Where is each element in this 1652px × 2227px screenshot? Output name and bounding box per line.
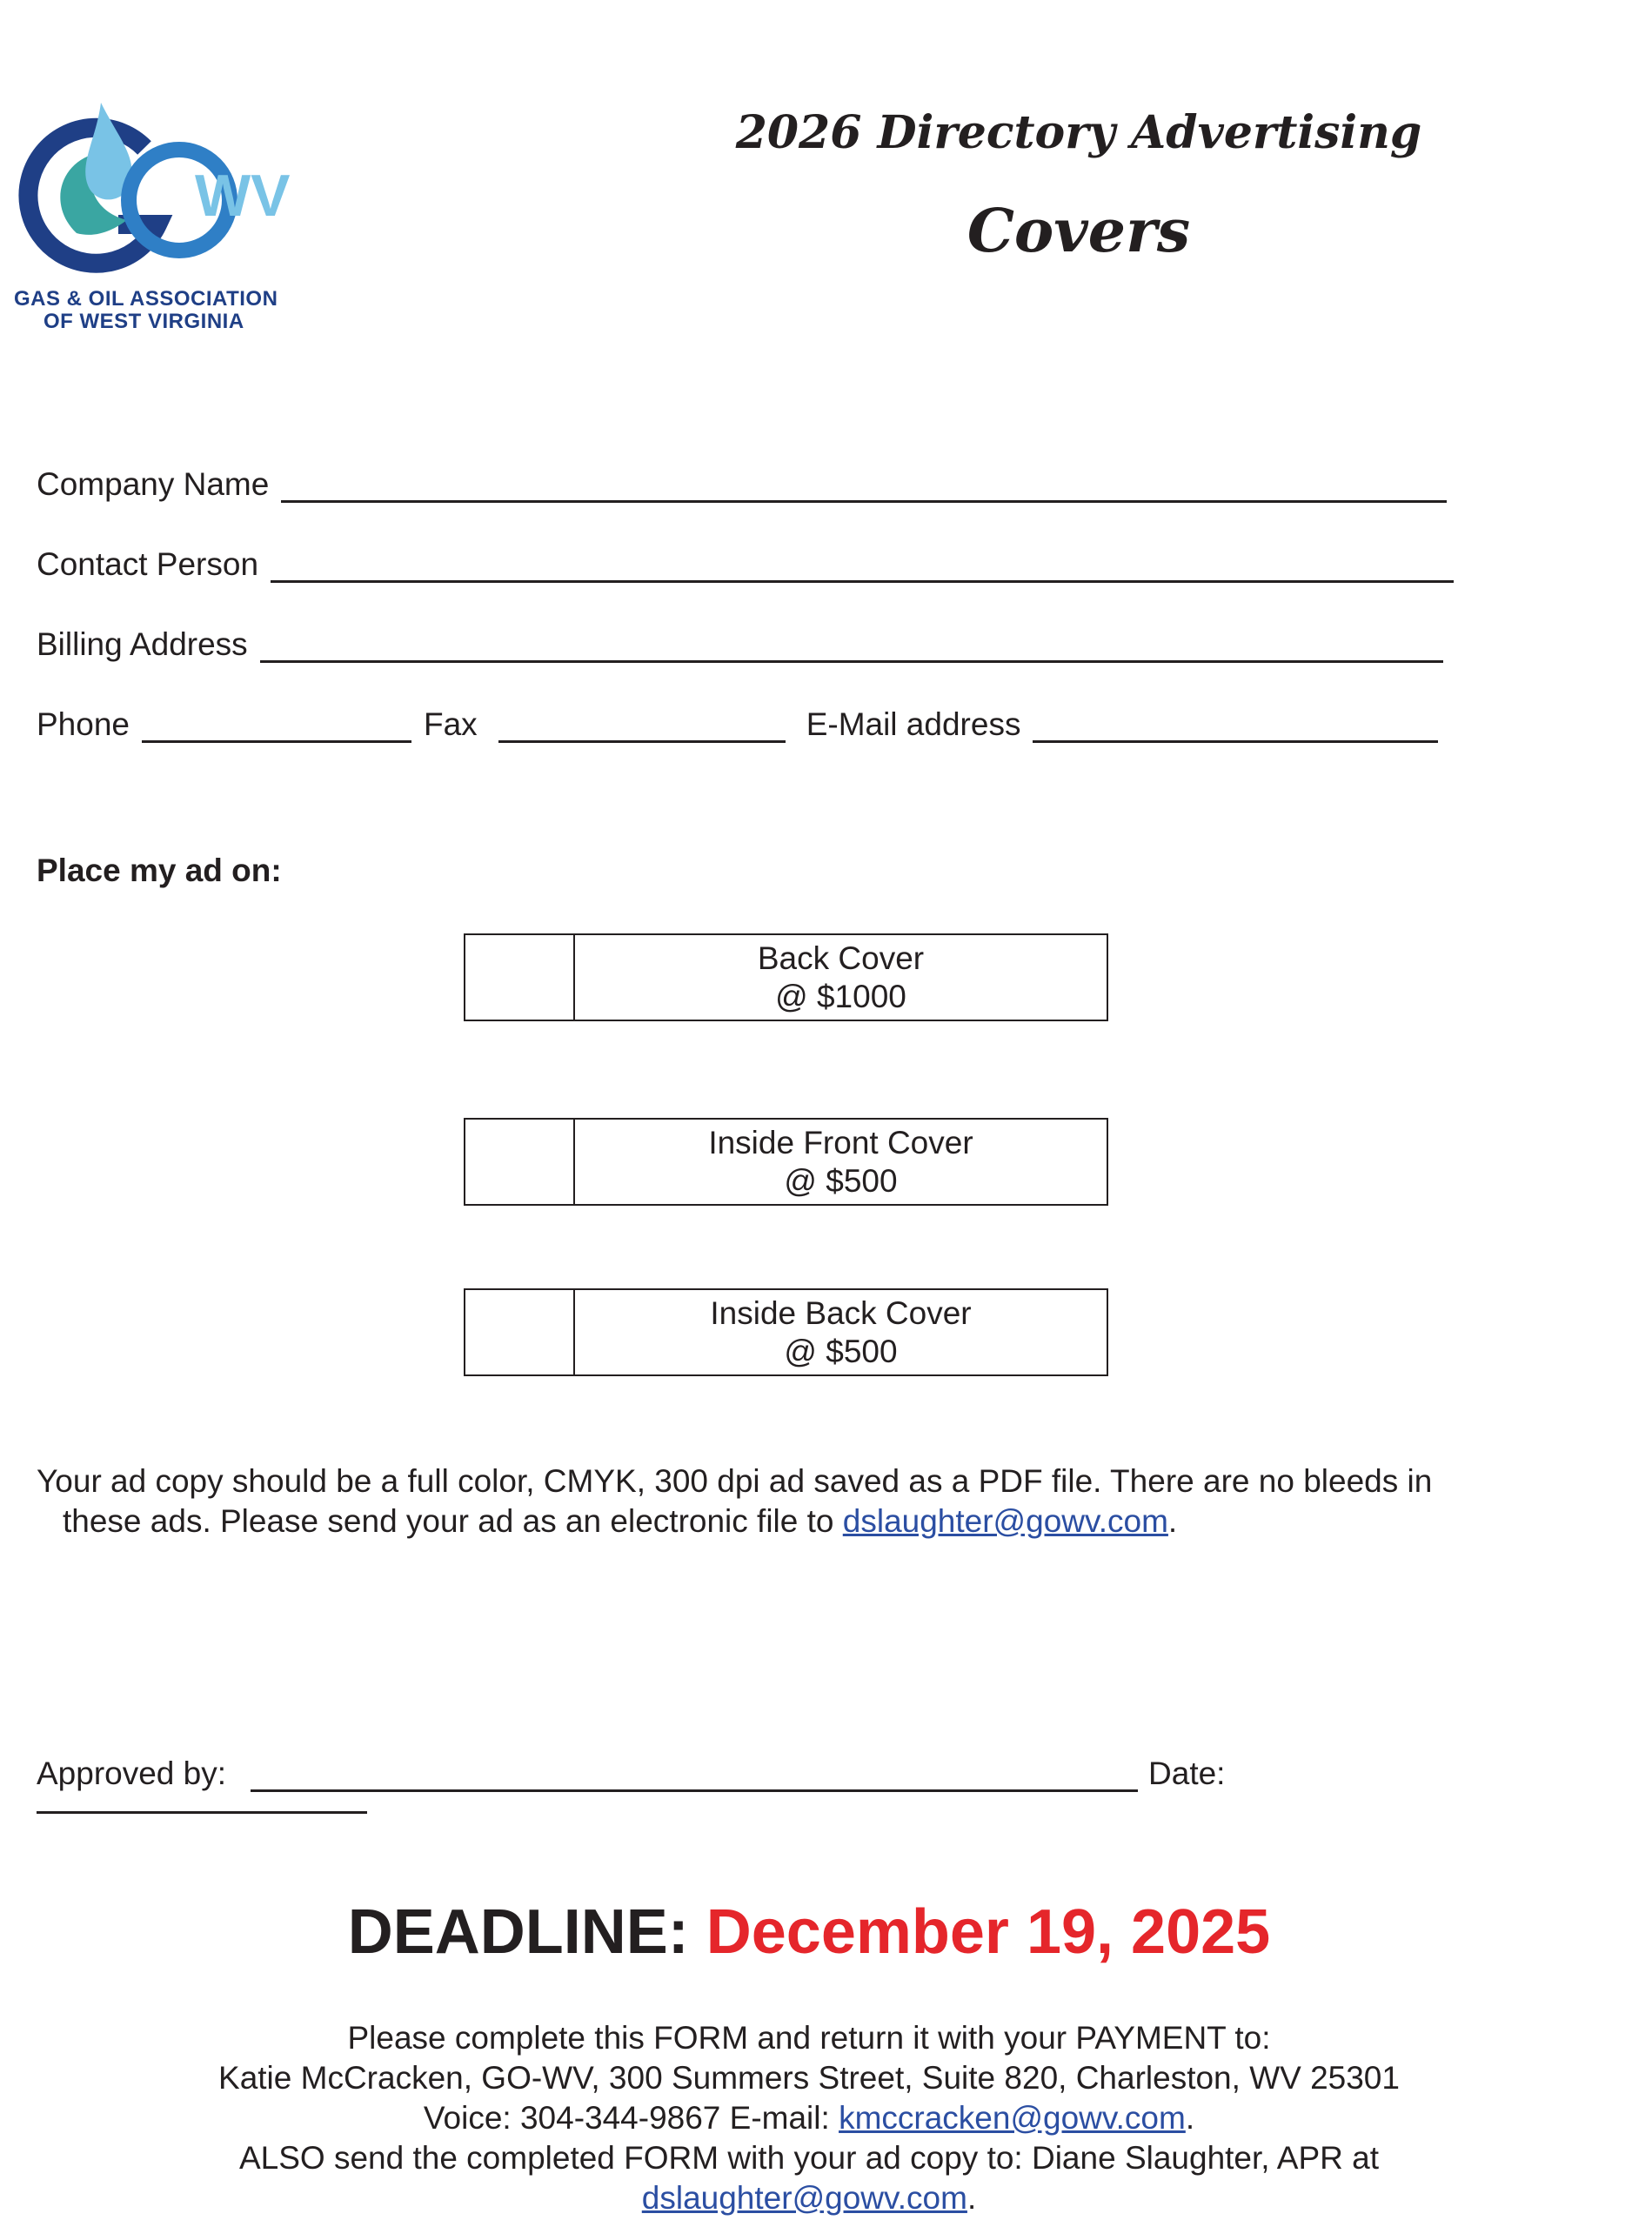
ad-copy-note [37, 1461, 1585, 1542]
go-wv-logo [14, 103, 327, 338]
date-field[interactable] [37, 1811, 367, 1814]
note-line-1: Your ad copy should be a full color, CMYK, 300 dpi ad saved as a PDF file. There are no bleeds in [37, 1463, 1433, 1499]
option-inside-back-cover [464, 1288, 1108, 1376]
phone-label: Phone [37, 706, 130, 742]
footer-line-5-suffix: . [966, 2180, 977, 2216]
option-description [575, 1120, 1107, 1204]
approved-by-field[interactable] [251, 1760, 1138, 1792]
option-name: Inside Front Cover [708, 1124, 973, 1160]
option-description [575, 935, 1107, 1020]
contact-person-row [37, 539, 1454, 583]
placement-label: Place my ad on: [37, 853, 282, 888]
inside-back-cover-checkbox[interactable] [465, 1290, 575, 1374]
billing-address-label: Billing Address [37, 626, 248, 662]
contact-person-field[interactable] [271, 551, 1454, 583]
option-description [575, 1290, 1107, 1374]
billing-address-row [37, 619, 1443, 663]
approved-by-label: Approved by: [37, 1756, 227, 1791]
back-cover-checkbox[interactable] [465, 935, 575, 1020]
dslaughter-footer-email-link[interactable]: dslaughter@gowv.com [641, 2180, 967, 2216]
note-line-2-suffix: . [1167, 1503, 1178, 1539]
contact-details-row [37, 699, 1438, 743]
company-name-row [37, 459, 1447, 503]
option-price: @ $1000 [775, 978, 906, 1014]
company-name-label: Company Name [37, 466, 270, 502]
company-name-field[interactable] [281, 471, 1447, 503]
svg-text:WV: WV [195, 163, 291, 229]
option-price: @ $500 [784, 1162, 898, 1199]
submission-instructions [0, 2018, 1618, 2218]
footer-line-4: ALSO send the completed FORM with your ad copy to: Diane Slaughter, APR at [238, 2140, 1380, 2176]
option-name: Inside Back Cover [710, 1294, 972, 1331]
option-price: @ $500 [784, 1333, 898, 1369]
logo-text-line-1: GAS & OIL ASSOCIATION [14, 287, 278, 311]
go-wv-logo-mark-icon [14, 103, 327, 277]
approval-row [37, 1749, 1225, 1792]
footer-line-3-suffix: . [1185, 2100, 1195, 2136]
voice-and-email-text: Voice: 304-344-9867 E-mail: [423, 2100, 839, 2136]
footer-line-2: Katie McCracken, GO-WV, 300 Summers Street, Suite 820, Charleston, WV 25301 [218, 2060, 1400, 2096]
kmccracken-email-link[interactable]: kmccracken@gowv.com [839, 2100, 1186, 2136]
page-title: 2026 Directory Advertising [735, 106, 1422, 159]
deadline-label: DEADLINE: [347, 1897, 689, 1967]
fax-field[interactable] [498, 711, 786, 743]
option-back-cover [464, 933, 1108, 1021]
deadline-date: December 19, 2025 [706, 1897, 1271, 1967]
logo-text-line-2: OF WEST VIRGINIA [43, 310, 244, 333]
billing-address-field[interactable] [260, 631, 1443, 663]
contact-person-label: Contact Person [37, 546, 259, 582]
note-line-2 [37, 1501, 1585, 1542]
email-field[interactable] [1033, 711, 1438, 743]
option-inside-front-cover [464, 1118, 1108, 1206]
fax-label: Fax [424, 706, 478, 742]
phone-field[interactable] [142, 711, 411, 743]
footer-line-1: Please complete this FORM and return it with your PAYMENT to: [347, 2020, 1271, 2056]
footer-line-3 [0, 2098, 1618, 2138]
option-name: Back Cover [757, 940, 925, 976]
dslaughter-email-link[interactable]: dslaughter@gowv.com [842, 1503, 1168, 1539]
footer-line-5 [0, 2178, 1618, 2218]
date-label: Date: [1148, 1756, 1226, 1791]
email-label: E-Mail address [806, 706, 1021, 742]
note-line-2-text: these ads. Please send your ad as an electronic file to [63, 1503, 843, 1539]
inside-front-cover-checkbox[interactable] [465, 1120, 575, 1204]
deadline-banner [0, 1896, 1618, 1968]
page-subtitle: Covers [966, 197, 1191, 266]
